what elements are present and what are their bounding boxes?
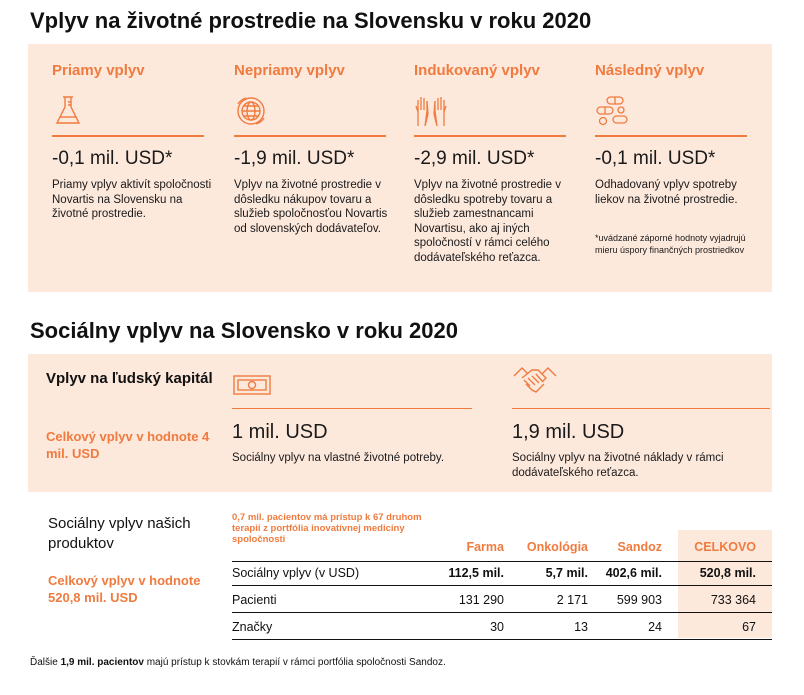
- footnote-suffix: majú prístup k stovkám terapií v rámci portfólia spoločnosti Sandoz.: [143, 657, 446, 668]
- table-rule: [232, 639, 772, 640]
- env-value: -1,9 mil. USD*: [234, 148, 355, 169]
- env-description: Vplyv na životné prostredie v dôsledku spotreby tovaru a služieb zamestnancami Novartisu, ako aj iných spoločností v rámci celého dodávateľského reťazca.: [414, 179, 562, 264]
- social-title: Sociálny vplyv na Slovensko v roku 2020: [30, 318, 458, 343]
- env-column-consequential: [595, 44, 755, 292]
- env-footnote: *uvádzané záporné hodnoty vyjadrujú mieru úspory finančných prostriedkov: [595, 233, 746, 255]
- table-cell: 733 364: [710, 593, 756, 607]
- env-column-indirect: [234, 44, 394, 292]
- env-value: -2,9 mil. USD*: [414, 148, 535, 169]
- divider: [595, 135, 747, 137]
- divider: [512, 408, 770, 409]
- human-capital-description: Sociálny vplyv na životné náklady v rámci dodávateľského reťazca.: [512, 452, 724, 479]
- human-capital-value: 1 mil. USD: [232, 421, 328, 443]
- column-header-celkovo: CELKOVO: [694, 540, 756, 554]
- table-cell: 30: [490, 620, 504, 634]
- products-total: Celkový vplyv v hodnote 520,8 mil. USD: [48, 573, 201, 605]
- human-capital-title: Vplyv na ľudský kapitál: [46, 370, 213, 387]
- env-column-direct: [52, 44, 212, 292]
- footnote-prefix: Ďalšie: [30, 657, 61, 668]
- environment-panel: [28, 44, 772, 292]
- table-rule: [232, 612, 772, 613]
- pills-icon: [595, 94, 629, 128]
- column-header-onkologia: Onkológia: [526, 540, 588, 554]
- human-capital-total: Celkový vplyv v hodnote 4 mil. USD: [46, 429, 210, 461]
- env-heading: Priamy vplyv: [52, 62, 145, 79]
- row-label: Sociálny vplyv (v USD): [232, 566, 360, 580]
- divider: [414, 135, 566, 137]
- footnote: [30, 657, 446, 668]
- table-cell: 67: [742, 620, 756, 634]
- flask-icon: [52, 94, 86, 128]
- divider: [232, 408, 472, 409]
- table-cell: 131 290: [458, 593, 504, 607]
- handshake-icon: [512, 362, 558, 402]
- env-column-induced: [414, 44, 574, 292]
- gloves-icon: [414, 94, 448, 128]
- row-label: Značky: [232, 620, 273, 634]
- column-header-sandoz: Sandoz: [617, 540, 662, 554]
- env-description: Vplyv na životné prostredie v dôsledku nákupov tovaru a služieb spoločnosťou Novartis od slovenských dodávateľov.: [234, 179, 388, 235]
- env-description: Priamy vplyv aktivít spoločnosti Novartis na Slovensku na životné prostredie.: [52, 179, 212, 220]
- human-capital-description: Sociálny vplyv na vlastné životné potreby.: [232, 452, 445, 464]
- human-capital-panel: [28, 354, 772, 492]
- table-rule: [232, 561, 772, 562]
- table-cell: 2 171: [556, 593, 588, 607]
- divider: [234, 135, 386, 137]
- table-cell: 599 903: [616, 593, 662, 607]
- table-cell: 24: [648, 620, 662, 634]
- footnote-bold: 1,9 mil. pacientov: [60, 657, 144, 668]
- env-value: -0,1 mil. USD*: [52, 148, 173, 169]
- table-cell: 402,6 mil.: [605, 566, 662, 580]
- env-heading: Indukovaný vplyv: [414, 62, 540, 79]
- table-rule: [232, 585, 772, 586]
- environment-title: Vplyv na životné prostredie na Slovensku v roku 2020: [30, 8, 592, 33]
- products-caption: 0,7 mil. pacientov má prístup k 67 druhom terapií z portfólia inovatívnej medicíny spoločnosti: [232, 512, 422, 545]
- products-title: Sociálny vplyv našich produktov: [48, 515, 191, 552]
- row-label: Pacienti: [232, 593, 277, 607]
- env-value: -0,1 mil. USD*: [595, 148, 716, 169]
- table-cell: 13: [574, 620, 588, 634]
- env-heading: Nepriamy vplyv: [234, 62, 345, 79]
- banknote-icon: [232, 368, 272, 402]
- table-cell: 5,7 mil.: [545, 566, 588, 580]
- column-header-farma: Farma: [466, 540, 504, 554]
- table-cell: 112,5 mil.: [448, 566, 504, 580]
- table-cell: 520,8 mil.: [699, 566, 756, 580]
- env-description: Odhadovaný vplyv spotreby liekov na životné prostredie.: [595, 179, 738, 206]
- divider: [52, 135, 204, 137]
- human-capital-value: 1,9 mil. USD: [512, 421, 625, 443]
- env-heading: Následný vplyv: [595, 62, 705, 79]
- globe-icon: [234, 94, 268, 128]
